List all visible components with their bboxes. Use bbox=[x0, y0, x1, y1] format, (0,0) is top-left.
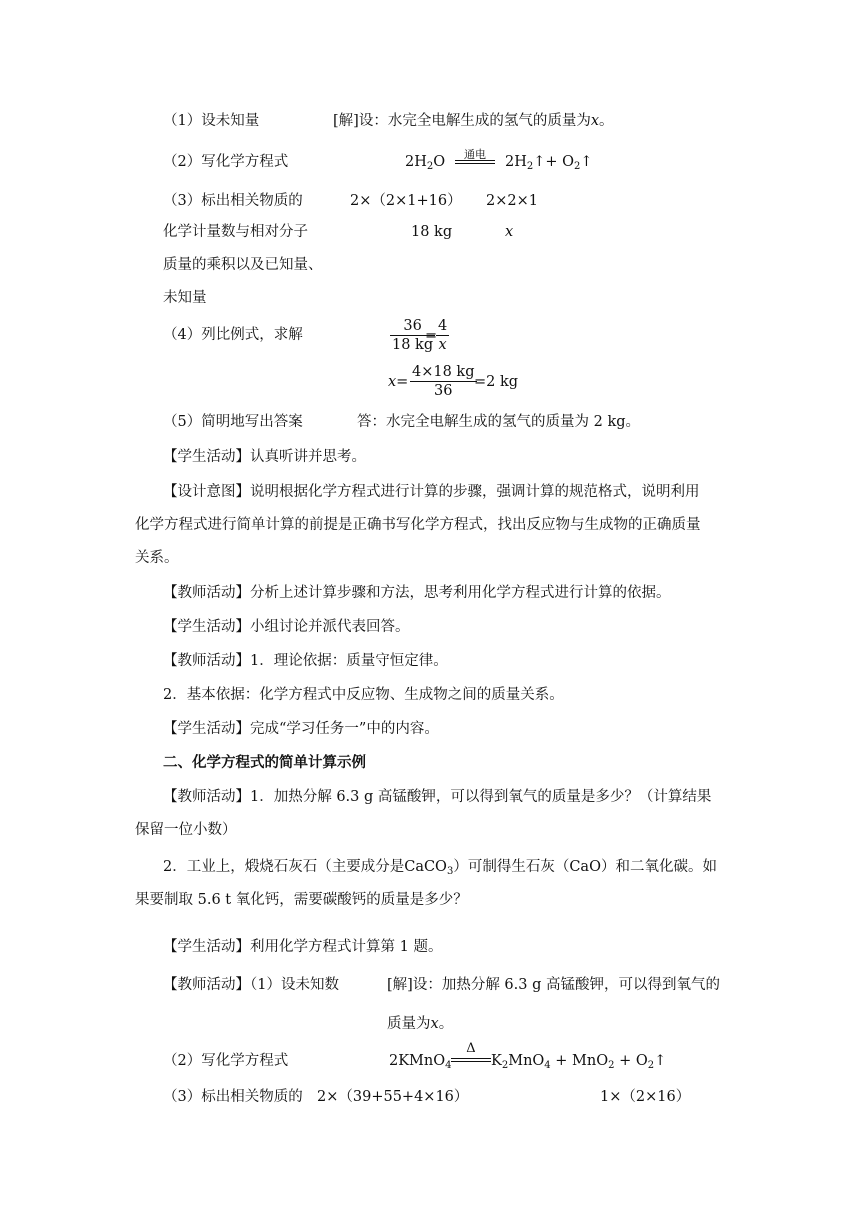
design-intent-line1: 【设计意图】说明根据化学方程式进行计算的步骤，强调计算的规范格式，说明利用 bbox=[163, 484, 700, 500]
mass-calc-water: 2×（2×1+16） bbox=[350, 193, 462, 209]
mass-calc-hydrogen: 2×2×1 bbox=[486, 193, 538, 209]
teacher-question-1-line1: 【教师活动】1．加热分解 6.3 g 高锰酸钾，可以得到氧气的质量是多少？（计算结果 bbox=[163, 789, 712, 805]
solution-statement-2-cont: 质量为x。 bbox=[387, 1016, 454, 1032]
solve-result: =2 kg bbox=[474, 374, 519, 390]
equation-2-right: $K_2MnO_4 + MnO_2$ + $O_2↑$ bbox=[491, 1053, 667, 1071]
unknown-x: x bbox=[505, 224, 514, 240]
student-activity-1: 【学生活动】认真听讲并思考。 bbox=[163, 449, 366, 465]
answer-statement: 答：水完全电解生成的氢气的质量为 2 kg。 bbox=[357, 414, 641, 430]
step-3-line2: 化学计量数与相对分子 bbox=[163, 224, 308, 240]
step-3-label-2: （3）标出相关物质的 bbox=[163, 1089, 303, 1105]
equation-right: $2H_2↑+$ $O_2↑$ bbox=[505, 154, 593, 172]
known-mass: 18 kg bbox=[411, 224, 453, 240]
step-3-label: （3）标出相关物质的 bbox=[163, 193, 303, 209]
step-1-label: （1）设未知量 bbox=[163, 113, 260, 129]
teacher-activity-step1: 【教师活动】（1）设未知数 bbox=[163, 977, 339, 993]
teacher-activity-2: 【教师活动】1．理论依据：质量守恒定律。 bbox=[163, 653, 448, 669]
equation-2-left: 2KMnO$_4$ bbox=[389, 1053, 452, 1071]
teacher-question-1-line2: 保留一位小数） bbox=[135, 822, 237, 838]
equation-left: $2H_2O$ bbox=[405, 154, 446, 172]
x-equals: x= bbox=[388, 374, 409, 390]
mass-calc-oxygen: 1×（2×16） bbox=[600, 1089, 691, 1105]
step-2-label-2: （2）写化学方程式 bbox=[163, 1053, 289, 1069]
student-activity-4: 【学生活动】利用化学方程式计算第 1 题。 bbox=[163, 939, 443, 955]
teacher-activity-1: 【教师活动】分析上述计算步骤和方法，思考利用化学方程式进行计算的依据。 bbox=[163, 585, 671, 601]
step-3-line3: 质量的乘积以及已知量、 bbox=[163, 257, 323, 273]
solution-statement-2: [解]设：加热分解 6.3 g 高锰酸钾，可以得到氧气的 bbox=[387, 977, 720, 993]
mass-calc-kmno4: 2×（39+55+4×16） bbox=[317, 1089, 469, 1105]
basis-statement: 2．基本依据：化学方程式中反应物、生成物之间的质量关系。 bbox=[163, 687, 564, 703]
student-activity-2: 【学生活动】小组讨论并派代表回答。 bbox=[163, 619, 410, 635]
ratio-right: $\frac{4}{x}$ bbox=[438, 318, 448, 353]
step-5-label: （5）简明地写出答案 bbox=[163, 414, 303, 430]
ratio-left: $\frac{36}{18 kg}$ bbox=[392, 318, 434, 353]
design-intent-line3: 关系。 bbox=[135, 550, 179, 566]
step-4-label: （4）列比例式，求解 bbox=[163, 327, 303, 343]
design-intent-line2: 化学方程式进行简单计算的前提是正确书写化学方程式，找出反应物与生成物的正确质量 bbox=[135, 517, 701, 533]
question-2-line2: 果要制取 5.6 t 氧化钙，需要碳酸钙的质量是多少？ bbox=[135, 892, 468, 908]
section-heading: 二、化学方程式的简单计算示例 bbox=[163, 754, 366, 771]
solve-fraction: $\frac{4\times 18 kg}{36}$ bbox=[412, 364, 475, 399]
question-2-line1: 2．工业上，煅烧石灰石（主要成分是CaCO$_3$）可制得生石灰（CaO）和二氧化碳。如 bbox=[163, 859, 717, 877]
student-activity-3: 【学生活动】完成“学习任务一”中的内容。 bbox=[163, 721, 439, 737]
ratio-equals: = bbox=[425, 328, 438, 344]
step-2-label: （2）写化学方程式 bbox=[163, 154, 289, 170]
solution-statement: [解]设：水完全电解生成的氢气的质量为x。 bbox=[333, 113, 614, 129]
step-3-line4: 未知量 bbox=[163, 290, 207, 306]
